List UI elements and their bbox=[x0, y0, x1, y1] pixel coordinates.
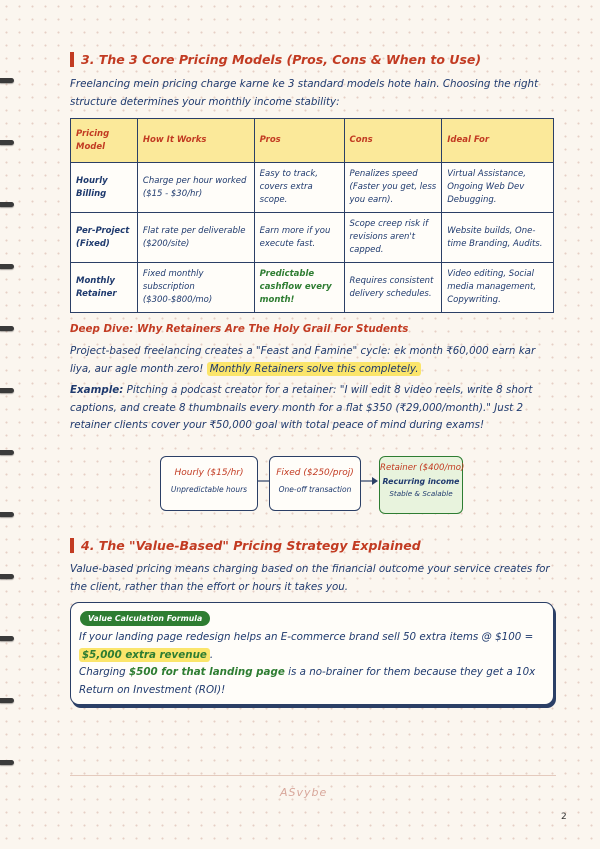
flow-box-caption: Stable & Scalable bbox=[389, 489, 453, 498]
section-3-title: 3. The 3 Core Pricing Models (Pros, Cons & When to Use) bbox=[81, 52, 482, 67]
binding-ring bbox=[0, 140, 14, 145]
binding-ring bbox=[0, 512, 14, 517]
binding-ring bbox=[0, 698, 14, 703]
section-4-heading bbox=[70, 538, 421, 553]
formula-text bbox=[79, 629, 547, 699]
binding-ring bbox=[0, 326, 14, 331]
formula-line-2-post: is a no-brainer for them because they get a 10x Return on Investment (ROI)! bbox=[79, 666, 536, 696]
table-cell: Scope creep risk if revisions aren't capped. bbox=[344, 213, 442, 263]
binding-ring bbox=[0, 264, 14, 269]
table-cell: Earn more if you execute fast. bbox=[254, 213, 344, 263]
flow-box-title: Hourly ($15/hr) bbox=[174, 468, 244, 478]
table-cell: Video editing, Social media management, Copywriting. bbox=[442, 263, 554, 313]
brand-logo: ASvybe bbox=[280, 786, 328, 799]
table-header-cell: Pricing Model bbox=[71, 119, 138, 163]
flow-box-title: Retainer ($400/mo) bbox=[380, 463, 465, 473]
formula-line-1: If your landing page redesign helps an E-commerce brand sell 50 extra items @ $100 = bbox=[79, 631, 534, 643]
flow-box-retainer bbox=[379, 456, 463, 514]
table-cell-model: Monthly Retainer bbox=[71, 263, 138, 313]
table-row bbox=[71, 213, 554, 263]
heading-accent-bar bbox=[70, 538, 74, 553]
binding-ring bbox=[0, 450, 14, 455]
table-header-row bbox=[71, 119, 554, 163]
pricing-models-table bbox=[70, 118, 554, 313]
binding-ring bbox=[0, 388, 14, 393]
deep-dive-paragraph bbox=[70, 343, 556, 378]
section-3-heading bbox=[70, 52, 481, 67]
table-cell-model: Hourly Billing bbox=[71, 163, 138, 213]
table-cell: Website builds, One-time Branding, Audits. bbox=[442, 213, 554, 263]
flow-box-hourly bbox=[160, 456, 258, 511]
binding-ring bbox=[0, 78, 14, 83]
section-4-intro: Value-based pricing means charging based on the financial outcome your service creates for the client, rather than the effort or hours it takes you. bbox=[70, 563, 550, 593]
footer-divider bbox=[70, 775, 556, 776]
binding-ring bbox=[0, 574, 14, 579]
flow-box-subtitle: Unpredictable hours bbox=[170, 485, 248, 494]
formula-result-highlight: $5,000 extra revenue bbox=[79, 648, 210, 662]
table-cell: Requires consistent delivery schedules. bbox=[344, 263, 442, 313]
binding-ring bbox=[0, 760, 14, 765]
highlighted-text: Monthly Retainers solve this completely. bbox=[207, 362, 422, 376]
table-cell: Flat rate per deliverable ($200/site) bbox=[137, 213, 254, 263]
example-label: Example: bbox=[70, 384, 124, 396]
table-row bbox=[71, 263, 554, 313]
binding-ring bbox=[0, 636, 14, 641]
page-number: 2 bbox=[561, 812, 567, 822]
flow-box-fixed bbox=[269, 456, 361, 511]
heading-accent-bar bbox=[70, 52, 74, 67]
binding-ring bbox=[0, 202, 14, 207]
example-paragraph bbox=[70, 382, 556, 435]
table-cell: Virtual Assistance, Ongoing Web Dev Debugging. bbox=[442, 163, 554, 213]
value-formula-callout bbox=[70, 602, 554, 705]
table-cell: Penalizes speed (Faster you get, less you earn). bbox=[344, 163, 442, 213]
arrow-right-icon bbox=[361, 476, 379, 486]
table-cell-model: Per-Project (Fixed) bbox=[71, 213, 138, 263]
table-header-cell: How It Works bbox=[137, 119, 254, 163]
flow-box-title: Fixed ($250/proj) bbox=[276, 468, 354, 478]
table-row bbox=[71, 163, 554, 213]
formula-period: . bbox=[209, 648, 214, 661]
table-cell-highlight: Predictable cashflow every month! bbox=[254, 263, 344, 313]
table-cell: Fixed monthly subscription ($300-$800/mo) bbox=[137, 263, 254, 313]
deep-dive-heading: Deep Dive: Why Retainers Are The Holy Grail For Students bbox=[70, 323, 409, 335]
deep-dive-text: Project-based freelancing creates a "Feast and Famine" cycle: ek month ₹60,000 earn kar liya, aur agle month zero! bbox=[70, 345, 536, 375]
flow-box-subtitle: Recurring income bbox=[382, 477, 460, 486]
formula-badge: Value Calculation Formula bbox=[80, 611, 210, 626]
formula-line-2-bold: $500 for that landing page bbox=[129, 666, 285, 678]
formula-line-2-pre: Charging bbox=[79, 666, 126, 678]
table-header-cell: Ideal For bbox=[442, 119, 554, 163]
flow-box-subtitle: One-off transaction bbox=[278, 485, 352, 494]
table-cell: Easy to track, covers extra scope. bbox=[254, 163, 344, 213]
table-header-cell: Pros bbox=[254, 119, 344, 163]
section-4-title: 4. The "Value-Based" Pricing Strategy Explained bbox=[81, 538, 421, 553]
table-cell: Charge per hour worked ($15 - $30/hr) bbox=[137, 163, 254, 213]
example-text: Pitching a podcast creator for a retainer: "I will edit 8 video reels, write 8 short captions, and create 8 thumbnails every month for a flat $350 (₹29,000/month)." Just 2 retainer clients cover your ₹50,000 goal with total peace of mind during exams! bbox=[70, 384, 533, 431]
table-header-cell: Cons bbox=[344, 119, 442, 163]
section-3-intro: Freelancing mein pricing charge karne ke 3 standard models hote hain. Choosing the right structure determines your monthly income stability: bbox=[70, 78, 539, 108]
